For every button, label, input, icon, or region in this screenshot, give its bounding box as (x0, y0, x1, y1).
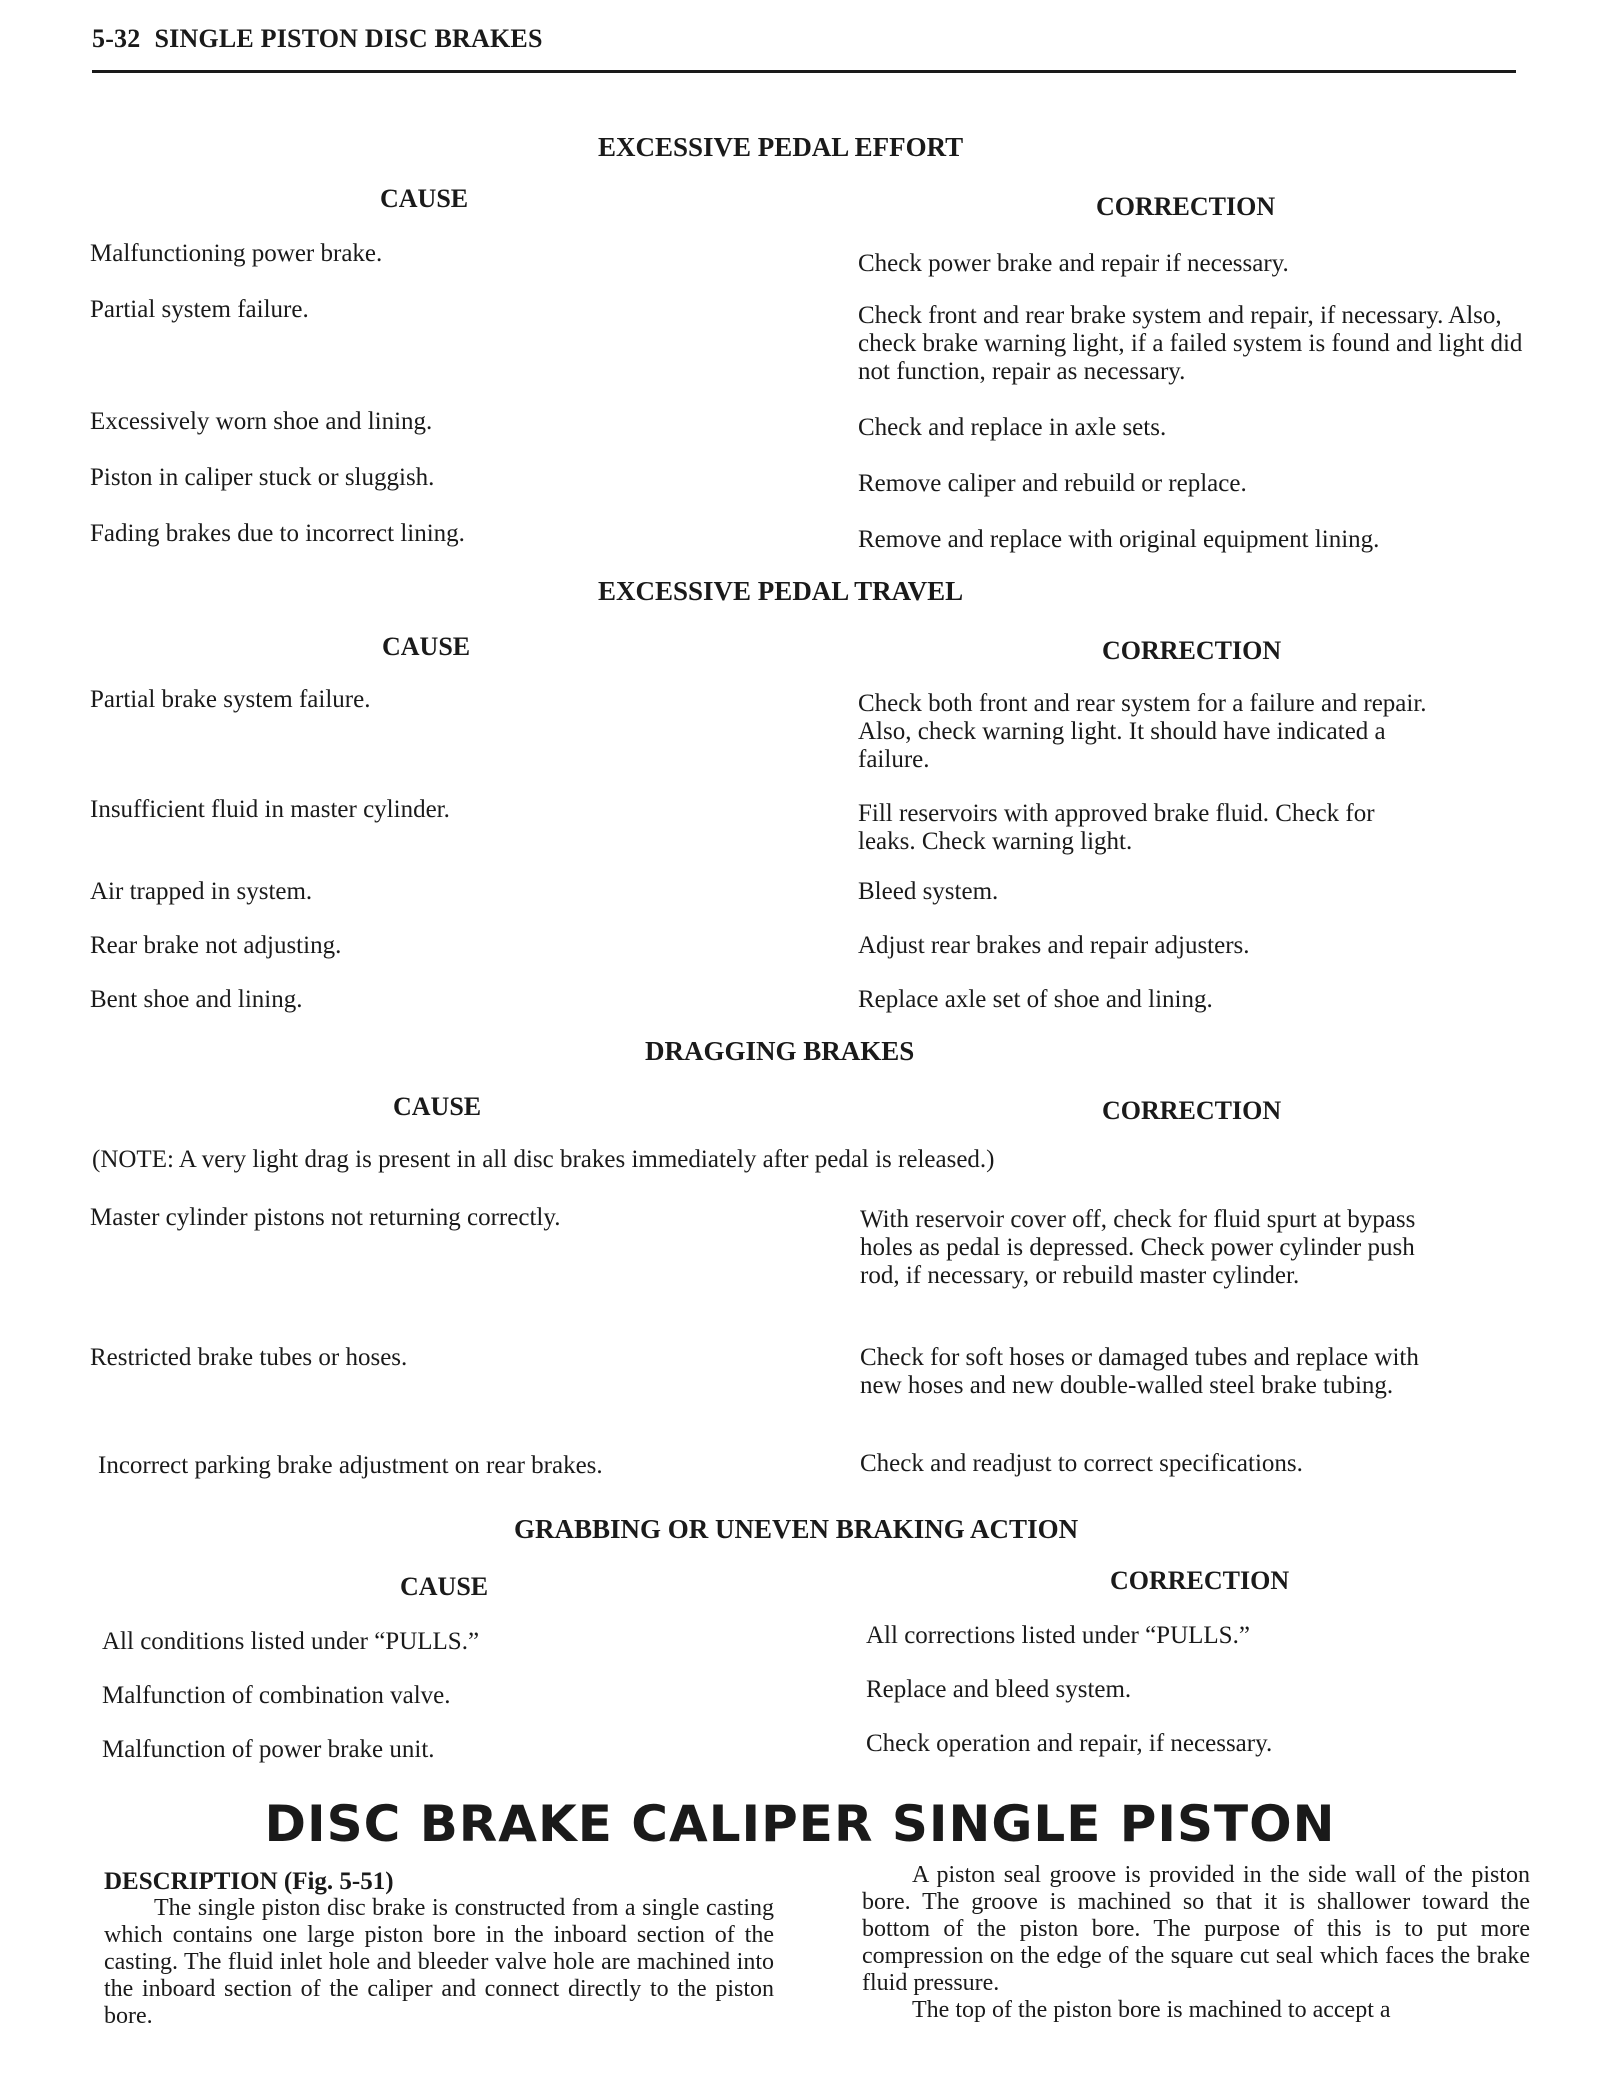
description-paragraph: The single piston disc brake is constructed from a single casting which contains one large piston bore in the inboard section of the casting. The fluid inlet hole and bleeder valve hole are machined into the inboard section of the caliper and connect directly to the piston bore. (104, 1895, 774, 2029)
section-title-dragging-brakes: DRAGGING BRAKES (645, 1036, 915, 1066)
cause-heading: CAUSE (380, 184, 469, 213)
cause-text: Incorrect parking brake adjustment on rear brakes. (98, 1452, 603, 1479)
correction-heading: CORRECTION (1102, 1096, 1282, 1125)
correction-text: Check operation and repair, if necessary. (866, 1730, 1273, 1757)
correction-text: Adjust rear brakes and repair adjusters. (858, 932, 1250, 959)
correction-text: Check for soft hoses or damaged tubes and replace with new hoses and new double-walled steel brake tubing. (860, 1344, 1419, 1399)
cause-text: Fading brakes due to incorrect lining. (90, 520, 465, 547)
page-header (92, 24, 543, 54)
cause-text: Piston in caliper stuck or sluggish. (90, 464, 435, 491)
cause-text: Restricted brake tubes or hoses. (90, 1344, 408, 1371)
description-paragraph: The top of the piston bore is machined to accept a (912, 1997, 1391, 2023)
description-paragraph: A piston seal groove is provided in the side wall of the piston bore. The groove is machined so that it is shallower toward the bottom of the piston bore. The purpose of this is to put more compression on the edge of the square cut seal which faces the brake fluid pressure. (862, 1862, 1530, 1996)
cause-heading: CAUSE (400, 1572, 489, 1601)
correction-text: Remove caliper and rebuild or replace. (858, 470, 1247, 497)
correction-text: Remove and replace with original equipment lining. (858, 526, 1380, 553)
cause-text: Rear brake not adjusting. (90, 932, 342, 959)
cause-text: Malfunction of power brake unit. (102, 1736, 435, 1763)
correction-heading: CORRECTION (1102, 636, 1282, 665)
cause-text: Air trapped in system. (90, 878, 313, 905)
correction-text: With reservoir cover off, check for fluid spurt at bypass holes as pedal is depressed. Check power cylinder push rod, if necessary, or rebuild master cylinder. (860, 1206, 1416, 1289)
correction-text: Check power brake and repair if necessary. (858, 250, 1289, 277)
section-title-grabbing: GRABBING OR UNEVEN BRAKING ACTION (514, 1514, 1079, 1544)
correction-text: Replace axle set of shoe and lining. (858, 986, 1213, 1013)
cause-text: Malfunction of combination valve. (102, 1682, 451, 1709)
correction-heading: CORRECTION (1110, 1566, 1290, 1595)
drag-note: (NOTE: A very light drag is present in all disc brakes immediately after pedal is released.) (92, 1146, 995, 1173)
correction-text: Fill reservoirs with approved brake fluid. Check for leaks. Check warning light. (858, 800, 1375, 855)
correction-text: All corrections listed under “PULLS.” (866, 1622, 1250, 1649)
correction-text: Check and readjust to correct specifications. (860, 1450, 1303, 1477)
cause-text: All conditions listed under “PULLS.” (102, 1628, 480, 1655)
cause-text: Insufficient fluid in master cylinder. (90, 796, 450, 823)
description-right-column (862, 1862, 1530, 2024)
section-title-pedal-travel: EXCESSIVE PEDAL TRAVEL (598, 576, 964, 606)
cause-heading: CAUSE (382, 632, 471, 661)
cause-text: Partial brake system failure. (90, 686, 371, 713)
description-left-column (104, 1868, 774, 2030)
section-title-pedal-effort: EXCESSIVE PEDAL EFFORT (598, 132, 964, 162)
correction-heading: CORRECTION (1096, 192, 1276, 221)
caliper-section-title: DISC BRAKE CALIPER SINGLE PISTON (264, 1795, 1336, 1853)
correction-text: Check front and rear brake system and repair, if necessary. Also, check brake warning light, if a failed system is found and light did not function, repair as necessary. (858, 302, 1523, 385)
cause-text: Excessively worn shoe and lining. (90, 408, 433, 435)
cause-text: Bent shoe and lining. (90, 986, 303, 1013)
cause-text: Master cylinder pistons not returning correctly. (90, 1204, 561, 1231)
page-number: 5-32 (92, 24, 141, 53)
cause-text: Partial system failure. (90, 296, 309, 323)
header-rule (92, 70, 1516, 73)
cause-heading: CAUSE (393, 1092, 482, 1121)
correction-text: Check and replace in axle sets. (858, 414, 1167, 441)
correction-text: Bleed system. (858, 878, 999, 905)
correction-text: Replace and bleed system. (866, 1676, 1132, 1703)
chapter-title: SINGLE PISTON DISC BRAKES (154, 24, 543, 53)
correction-text: Check both front and rear system for a failure and repair. Also, check warning light. It should have indicated a failure. (858, 690, 1427, 773)
description-heading: DESCRIPTION (Fig. 5-51) (104, 1868, 394, 1895)
cause-text: Malfunctioning power brake. (90, 240, 383, 267)
